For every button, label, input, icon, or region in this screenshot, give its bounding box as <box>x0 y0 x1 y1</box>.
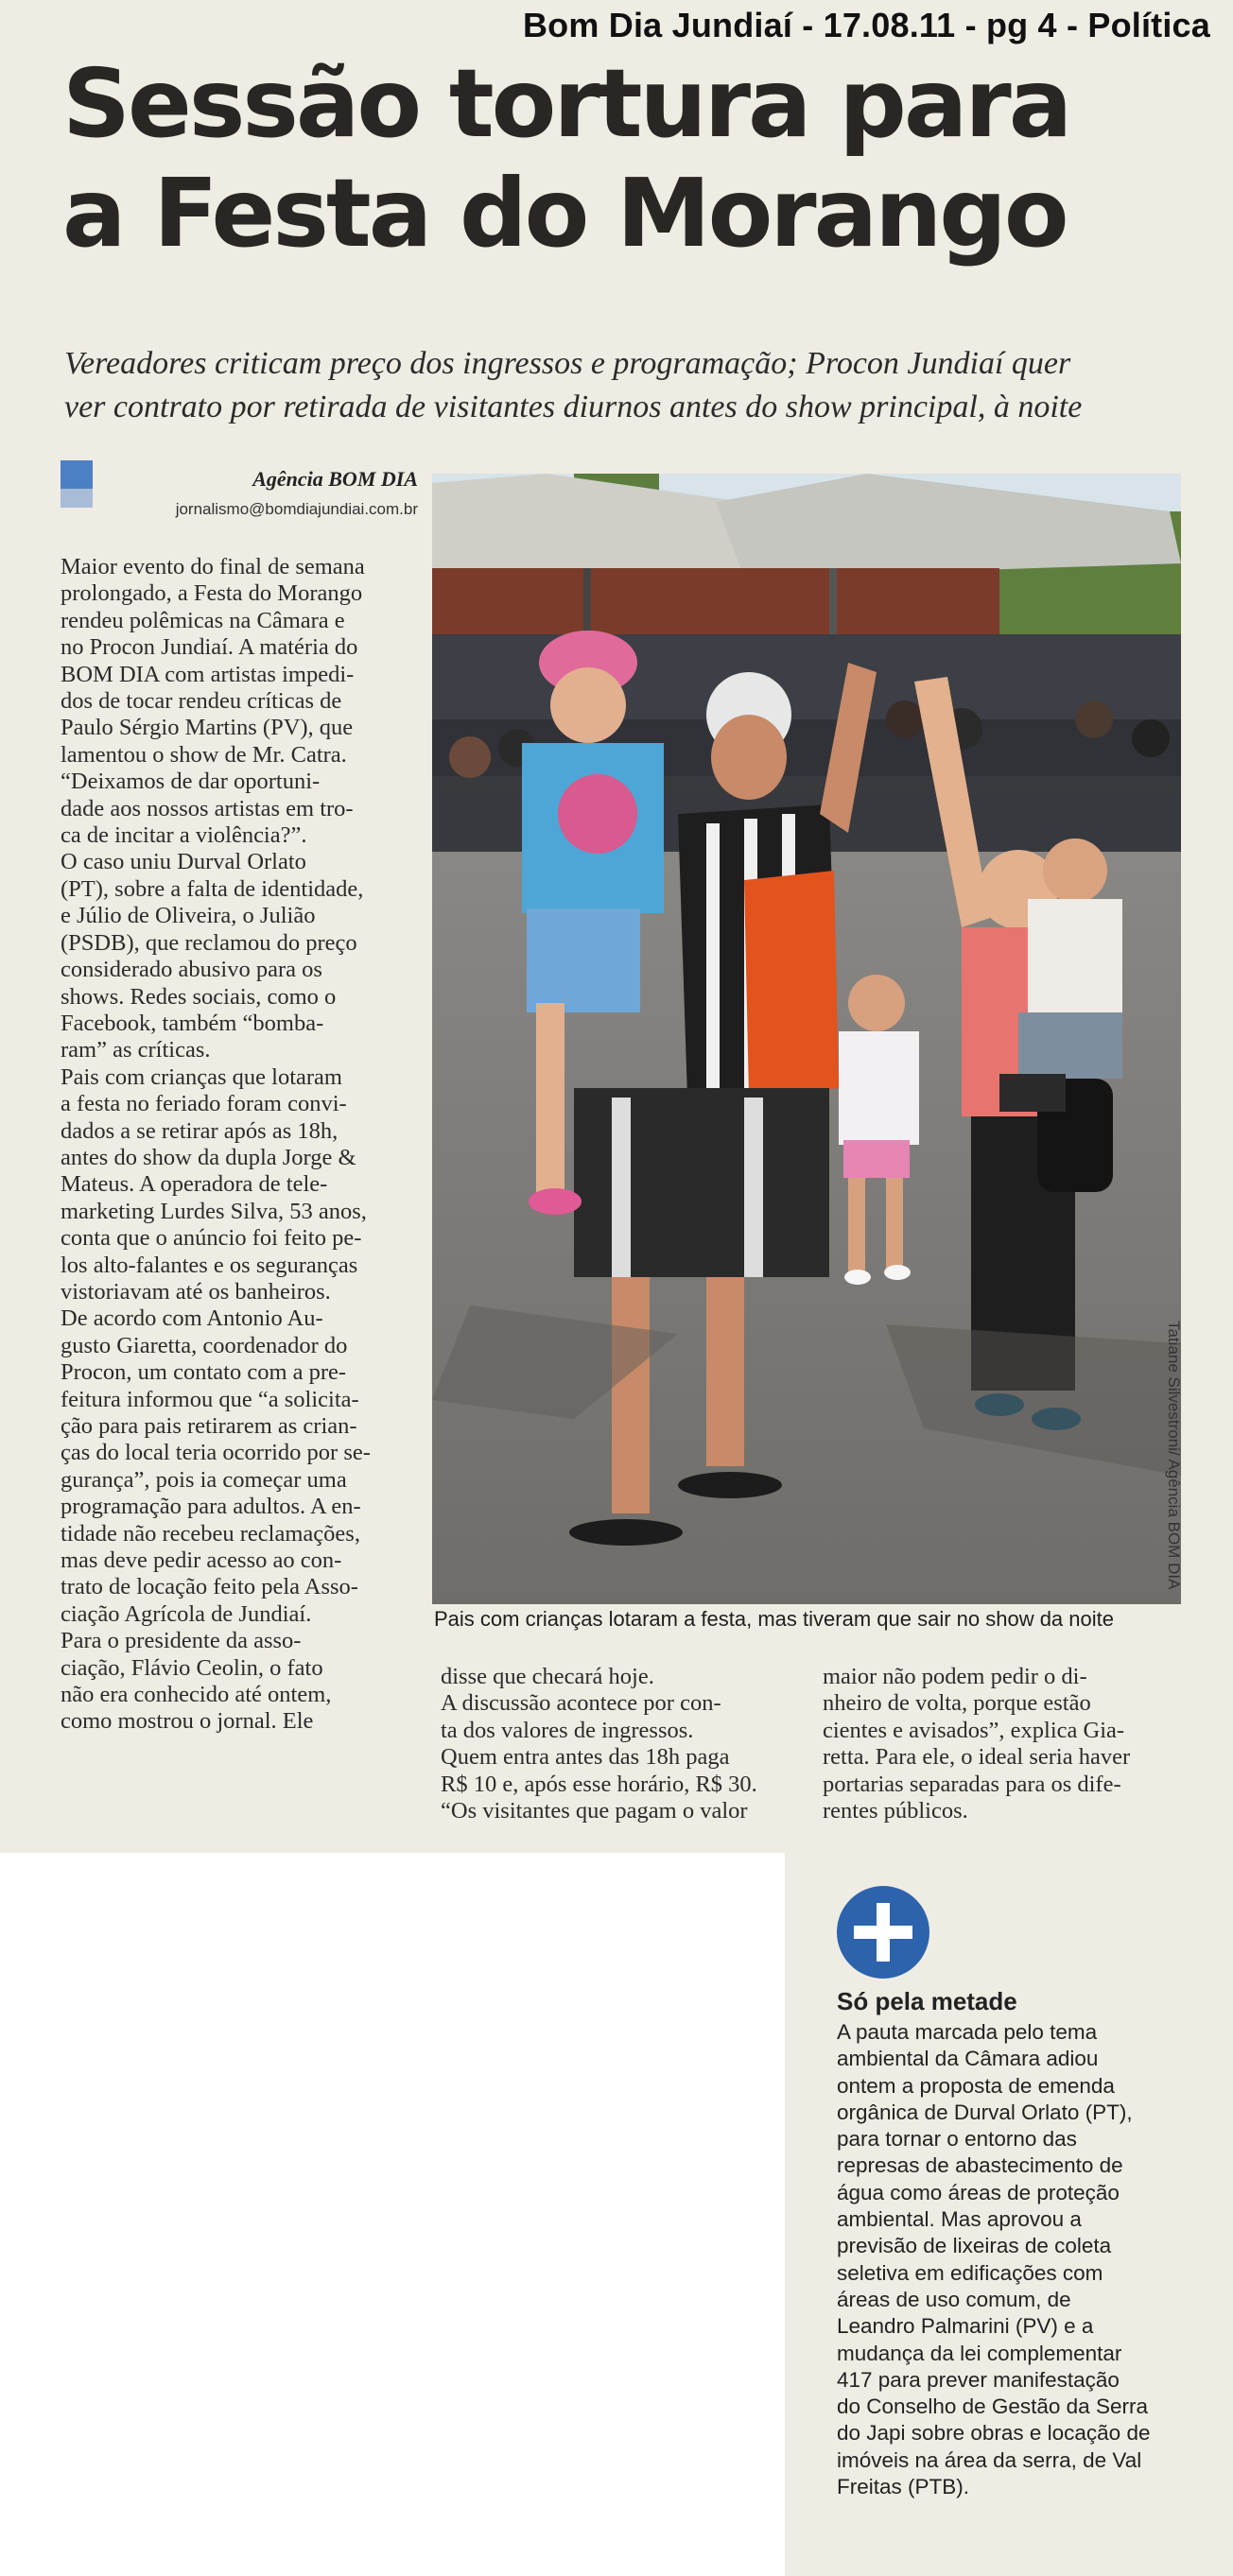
text-line: Pais com crianças que lotaram <box>61 1063 342 1090</box>
article-column-left <box>61 554 425 1736</box>
text-line: previsão de lixeiras de coleta <box>837 2234 1112 2258</box>
text-line: não era conhecido até ontem, <box>61 1682 332 1708</box>
text-line: cientes e avisados”, explica Gia- <box>823 1717 1125 1743</box>
text-line: los alto-falantes e os seguranças <box>61 1252 358 1278</box>
text-line: R$ 10 e, após esse horário, R$ 30. <box>441 1771 757 1797</box>
plus-icon <box>837 1886 929 1979</box>
text-line: ciação Agrícola de Jundiaí. <box>61 1600 312 1627</box>
text-line: (PSDB), que reclamou do preço <box>61 929 357 956</box>
text-line: ambiental da Câmara adiou <box>837 2047 1099 2071</box>
text-line: ambiental. Mas aprovou a <box>837 2207 1082 2232</box>
byline-email: jornalismo@bomdiajundiai.com.br <box>175 500 418 518</box>
text-line: ontem a proposta de emenda <box>837 2073 1115 2098</box>
text-line: conta que o anúncio foi feito pe- <box>61 1225 362 1252</box>
text-line: lamentou o show de Mr. Catra. <box>61 741 347 768</box>
text-line: dados a se retirar após as 18h, <box>61 1117 339 1144</box>
text-line: programação para adultos. A en- <box>61 1494 361 1520</box>
text-line: como mostrou o jornal. Ele <box>61 1708 314 1735</box>
photo-credit: Tatiane Silvestroni/ Agência BOM DIA <box>1165 1321 1183 1590</box>
headline-line: a Festa do Morango <box>62 158 1067 268</box>
subheadline <box>64 342 1199 429</box>
text-line: maior não podem pedir o di- <box>823 1664 1087 1689</box>
text-line: shows. Redes sociais, como o <box>61 983 337 1010</box>
text-line: para tornar o entorno das <box>837 2127 1077 2152</box>
text-line: “Os visitantes que pagam o valor <box>441 1798 748 1824</box>
text-line: e Júlio de Oliveira, o Julião <box>61 903 316 929</box>
text-line: antes do show da dupla Jorge & <box>61 1144 356 1170</box>
text-line: dos de tocar rendeu críticas de <box>61 688 342 715</box>
text-line: Quem entra antes das 18h paga <box>441 1744 730 1771</box>
publication-info: Bom Dia Jundiaí - 17.08.11 - pg 4 - Política <box>522 6 1210 44</box>
text-line: ciação, Flávio Ceolin, o fato <box>61 1654 323 1681</box>
text-line: Para o presidente da asso- <box>61 1628 302 1654</box>
byline-agency: Agência BOM DIA <box>252 467 418 491</box>
text-line: ca de incitar a violência?”. <box>61 822 307 849</box>
festival-photo <box>432 474 1181 1604</box>
text-line: ram” as críticas. <box>61 1037 211 1063</box>
text-line: vistoriavam até os banheiros. <box>61 1278 331 1305</box>
text-line: feitura informou que “a solicita- <box>61 1386 359 1412</box>
text-line: mas deve pedir acesso ao con- <box>61 1547 342 1574</box>
text-line: O caso uniu Durval Orlato <box>61 849 306 875</box>
text-line: Leandro Palmarini (PV) e a <box>837 2314 1094 2339</box>
text-line: Maior evento do final de semana <box>61 554 365 579</box>
article-column-right <box>823 1664 1196 1824</box>
text-line: 417 para prever manifestação <box>837 2367 1120 2392</box>
text-line: tidade não recebeu reclamações, <box>61 1520 360 1547</box>
text-line: (PT), sobre a falta de identidade, <box>61 875 364 902</box>
text-line: Mateus. A operadora de tele- <box>61 1171 328 1198</box>
text-line: Paulo Sérgio Martins (PV), que <box>61 715 354 741</box>
headline <box>62 49 1216 268</box>
text-line: seletiva em edificações com <box>837 2260 1103 2285</box>
text-line: “Deixamos de dar oportuni- <box>61 769 321 795</box>
article-column-middle <box>441 1664 796 1824</box>
text-line: ção para pais retirarem as crian- <box>61 1413 357 1439</box>
text-line: gurança”, pois ia começar uma <box>61 1466 347 1493</box>
text-line: do Japi sobre obras e locação de <box>837 2421 1151 2446</box>
text-line: dade aos nossos artistas em tro- <box>61 795 354 821</box>
box-body <box>837 2019 1215 2500</box>
text-line: Facebook, também “bomba- <box>61 1010 324 1036</box>
text-line: ta dos valores de ingressos. <box>441 1717 694 1743</box>
text-line: a festa no feriado foram convi- <box>61 1091 347 1117</box>
text-line: considerado abusivo para os <box>61 957 322 983</box>
text-line: A discussão acontece por con- <box>441 1690 721 1717</box>
text-line: mudança da lei complementar <box>837 2341 1122 2365</box>
text-line: orgânica de Durval Orlato (PT), <box>837 2100 1133 2124</box>
text-line: áreas de uso comum, de <box>837 2287 1071 2311</box>
byline-marker-icon <box>61 460 93 508</box>
text-line: no Procon Jundiaí. A matéria do <box>61 634 358 661</box>
text-line: De acordo com Antonio Au- <box>61 1305 323 1332</box>
text-line: marketing Lurdes Silva, 53 anos, <box>61 1198 367 1224</box>
text-line: prolongado, a Festa do Morango <box>61 580 363 607</box>
text-line: trato de locação feito pela Asso- <box>61 1574 358 1600</box>
text-line: imóveis na área da serra, de Val <box>837 2447 1142 2472</box>
text-line: A pauta marcada pelo tema <box>837 2020 1098 2044</box>
text-line: Freitas (PTB). <box>837 2475 970 2499</box>
text-line: ças do local teria ocorrido por se- <box>61 1440 371 1466</box>
text-line: rentes públicos. <box>823 1798 968 1824</box>
box-title: Só pela metade <box>837 1987 1017 2015</box>
text-line: nheiro de volta, porque estão <box>823 1690 1091 1717</box>
text-line: represas de abastecimento de <box>837 2153 1123 2178</box>
photo-caption: Pais com crianças lotaram a festa, mas tiveram que sair no show da noite <box>434 1607 1114 1631</box>
text-line: Procon, um contato com a pre- <box>61 1359 347 1386</box>
text-line: rendeu polêmicas na Câmara e <box>61 607 345 633</box>
text-line: BOM DIA com artistas impedi- <box>61 661 355 687</box>
text-line: água como áreas de proteção <box>837 2180 1120 2204</box>
headline-line: Sessão tortura para <box>62 48 1070 159</box>
text-line: portarias separadas para os dife- <box>823 1771 1121 1797</box>
subhead-line: Vereadores criticam preço dos ingressos e programação; Procon Jundiaí quer <box>64 346 1071 381</box>
text-line: gusto Giaretta, coordenador do <box>61 1332 348 1358</box>
text-line: do Conselho de Gestão da Serra <box>837 2394 1148 2419</box>
subhead-line: ver contrato por retirada de visitantes diurnos antes do show principal, à noite <box>64 389 1083 424</box>
text-line: disse que checará hoje. <box>441 1664 654 1689</box>
text-line: retta. Para ele, o ideal seria haver <box>823 1744 1131 1771</box>
